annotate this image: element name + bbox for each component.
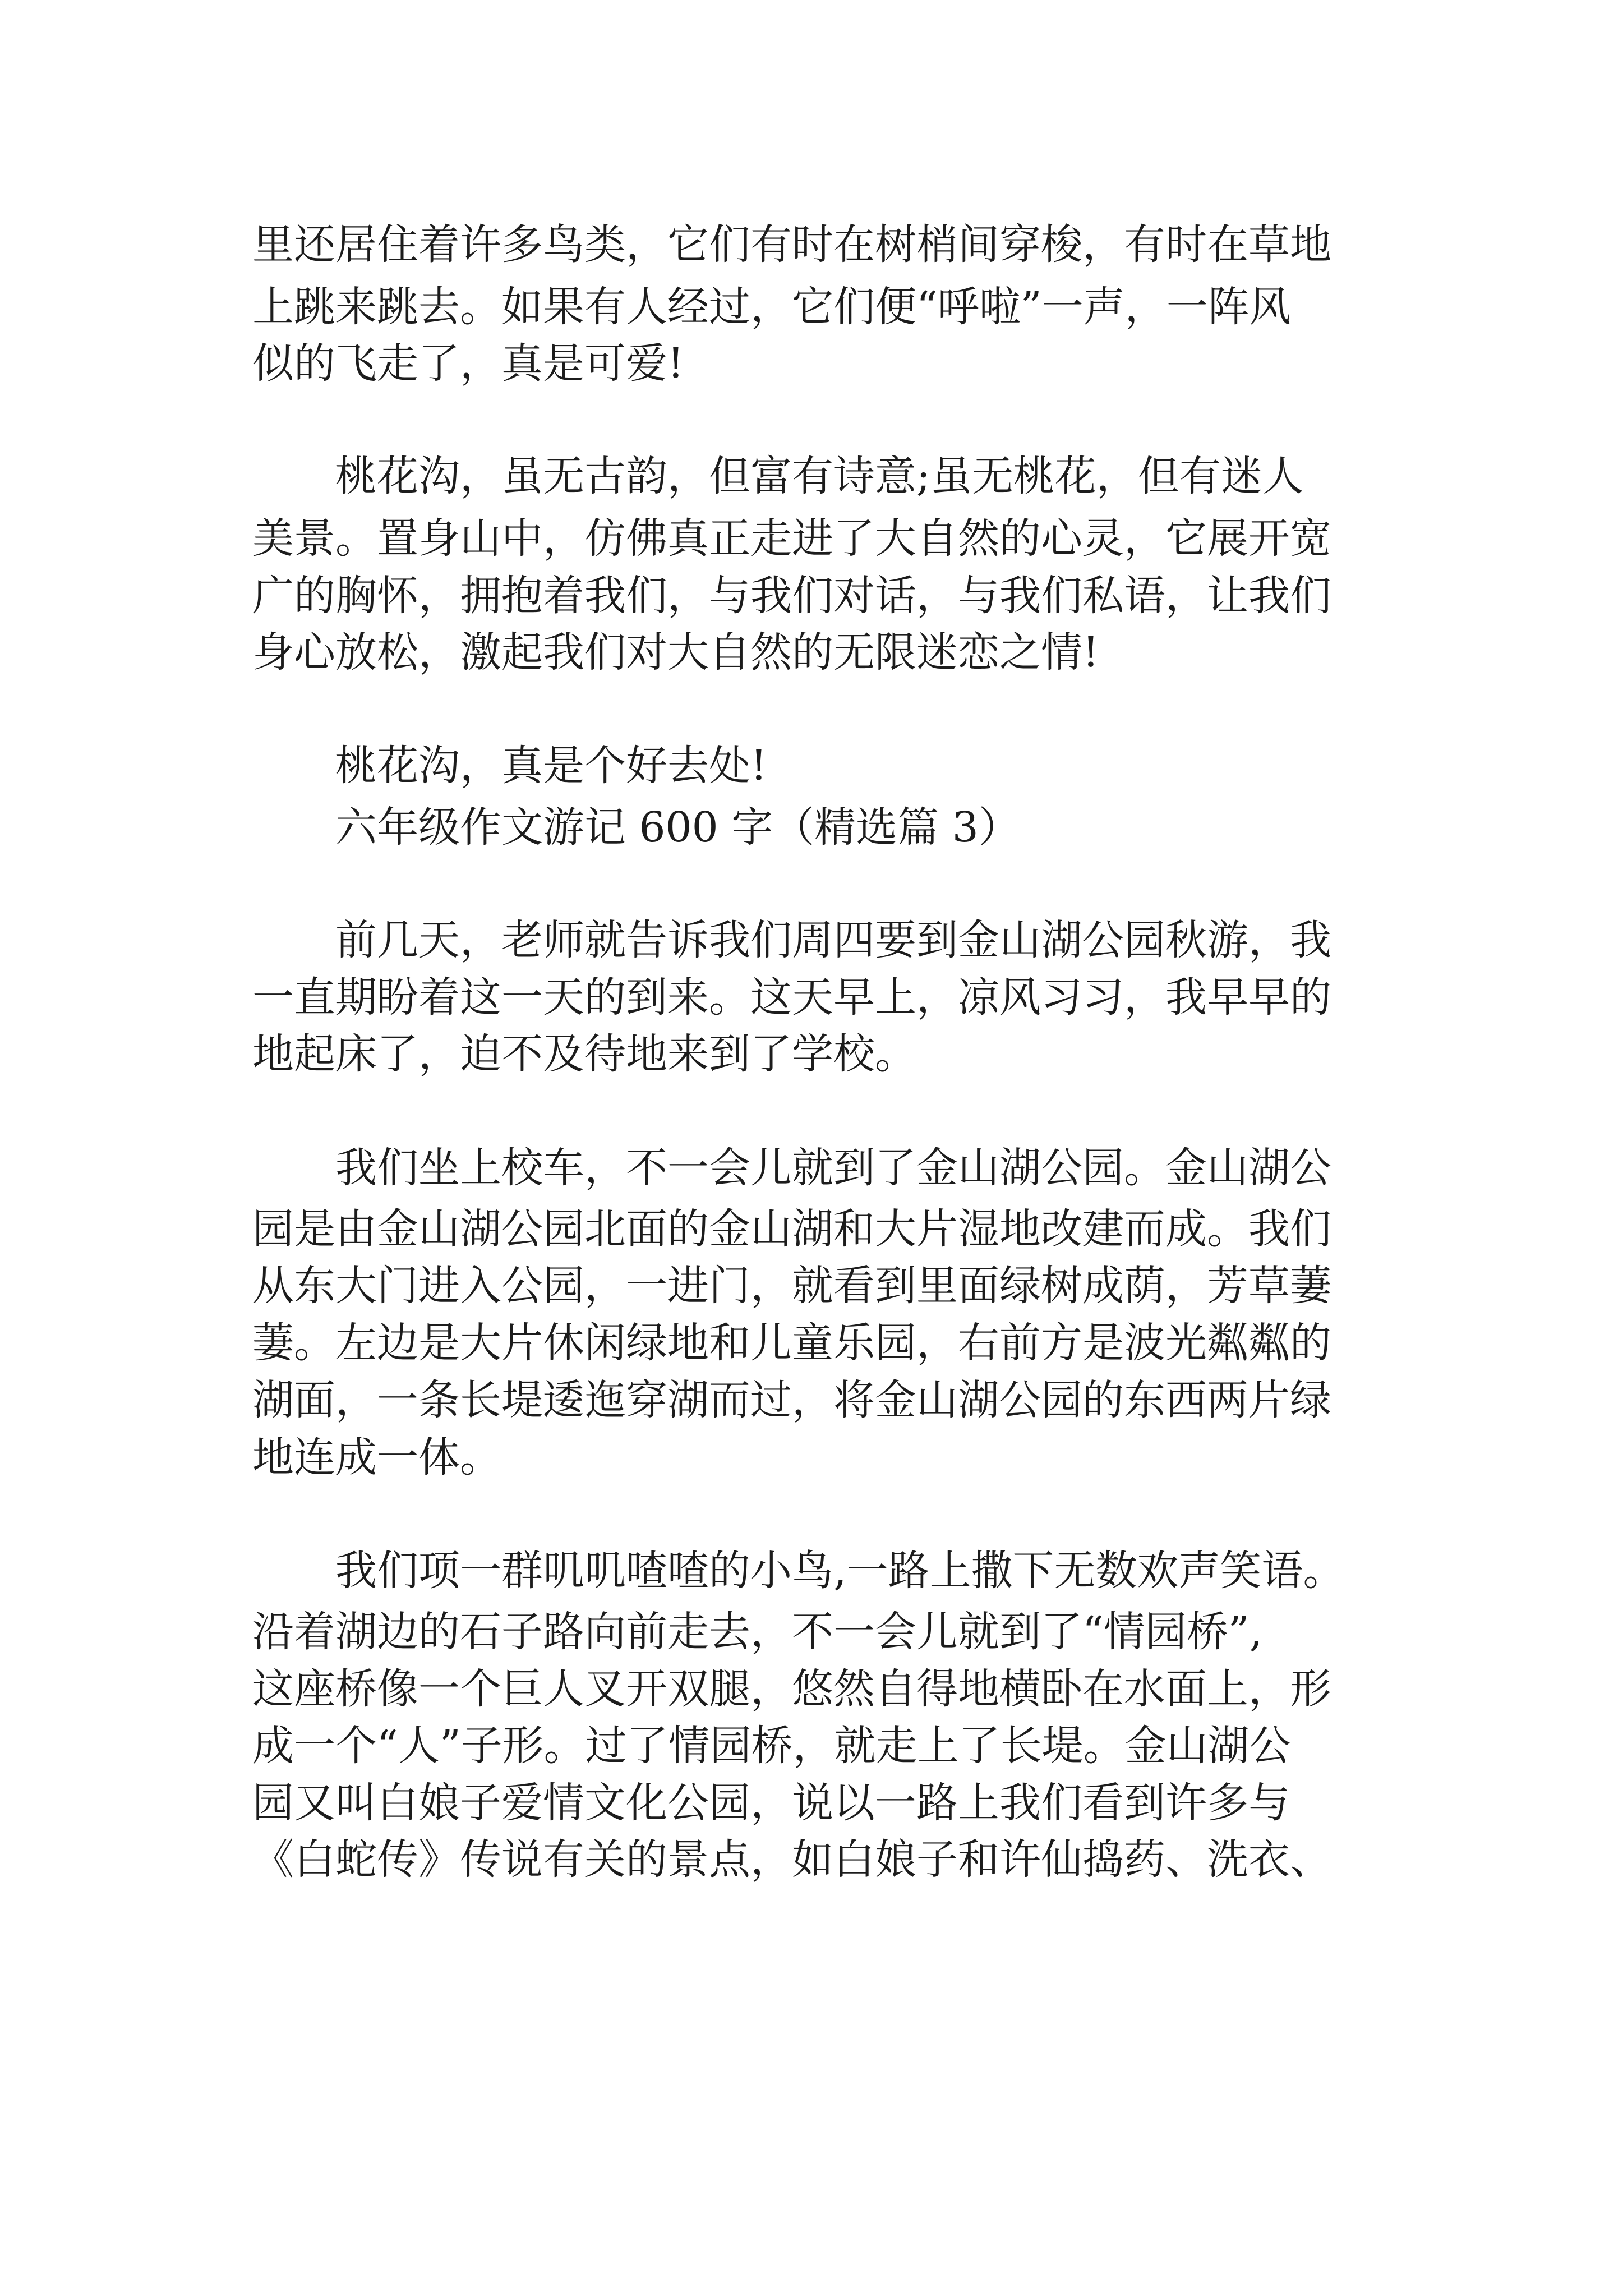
text-line: 从东大门进入公园，一进门，就看到里面绿树成荫，芳草萋 <box>252 1262 1331 1310</box>
text-line: 里还居住着许多鸟类，它们有时在树梢间穿梭，有时在草地 <box>252 220 1331 269</box>
text-line: 身心放松，激起我们对大自然的无限迷恋之情! <box>252 628 1099 677</box>
text-line: 我们坐上校车，不一会儿就到了金山湖公园。金山湖公 <box>335 1144 1331 1192</box>
text-line: 前几天，老师就告诉我们周四要到金山湖公园秋游，我 <box>335 916 1331 964</box>
text-line: 这座桥像一个巨人叉开双腿，悠然自得地横卧在水面上，形 <box>252 1665 1331 1713</box>
text-line: 成一个“人”子形。过了情园桥，就走上了长堤。金山湖公 <box>252 1722 1291 1770</box>
text-line: 似的飞走了，真是可爱! <box>252 339 684 388</box>
text-line: 《白蛇传》传说有关的景点，如白娘子和许仙捣药、洗衣、 <box>252 1835 1331 1884</box>
text-line: 一直期盼着这一天的到来。这天早上，凉风习习，我早早的 <box>252 973 1331 1022</box>
text-line: 萋。左边是大片休闲绿地和儿童乐园，右前方是波光粼粼的 <box>252 1319 1331 1367</box>
text-line: 园是由金山湖公园北面的金山湖和大片湿地改建而成。我们 <box>252 1205 1331 1253</box>
section-heading: 六年级作文游记 600 字（精选篇 3） <box>335 803 1020 852</box>
text-line: 桃花沟，真是个好去处! <box>335 742 767 790</box>
text-line: 湖面，一条长堤逶迤穿湖而过，将金山湖公园的东西两片绿 <box>252 1376 1331 1424</box>
text-line: 园又叫白娘子爱情文化公园，说以一路上我们看到许多与 <box>252 1779 1290 1827</box>
text-line: 地起床了，迫不及待地来到了学校。 <box>252 1030 916 1078</box>
text-line: 沿着湖边的石子路向前走去，不一会儿就到了“情园桥”, <box>252 1608 1263 1656</box>
text-line: 上跳来跳去。如果有人经过，它们便“呼啦”一声，一阵风 <box>252 283 1291 331</box>
text-line: 地连成一体。 <box>252 1433 501 1481</box>
text-line: 我们项一群叽叽喳喳的小鸟,一路上撒下无数欢声笑语。 <box>335 1547 1345 1595</box>
text-line: 美景。置身山中，仿佛真正走进了大自然的心灵，它展开宽 <box>252 514 1331 563</box>
text-line: 桃花沟，虽无古韵，但富有诗意;虽无桃花，但有迷人 <box>335 452 1304 500</box>
text-line: 广的胸怀，拥抱着我们，与我们对话，与我们私语，让我们 <box>252 572 1331 620</box>
